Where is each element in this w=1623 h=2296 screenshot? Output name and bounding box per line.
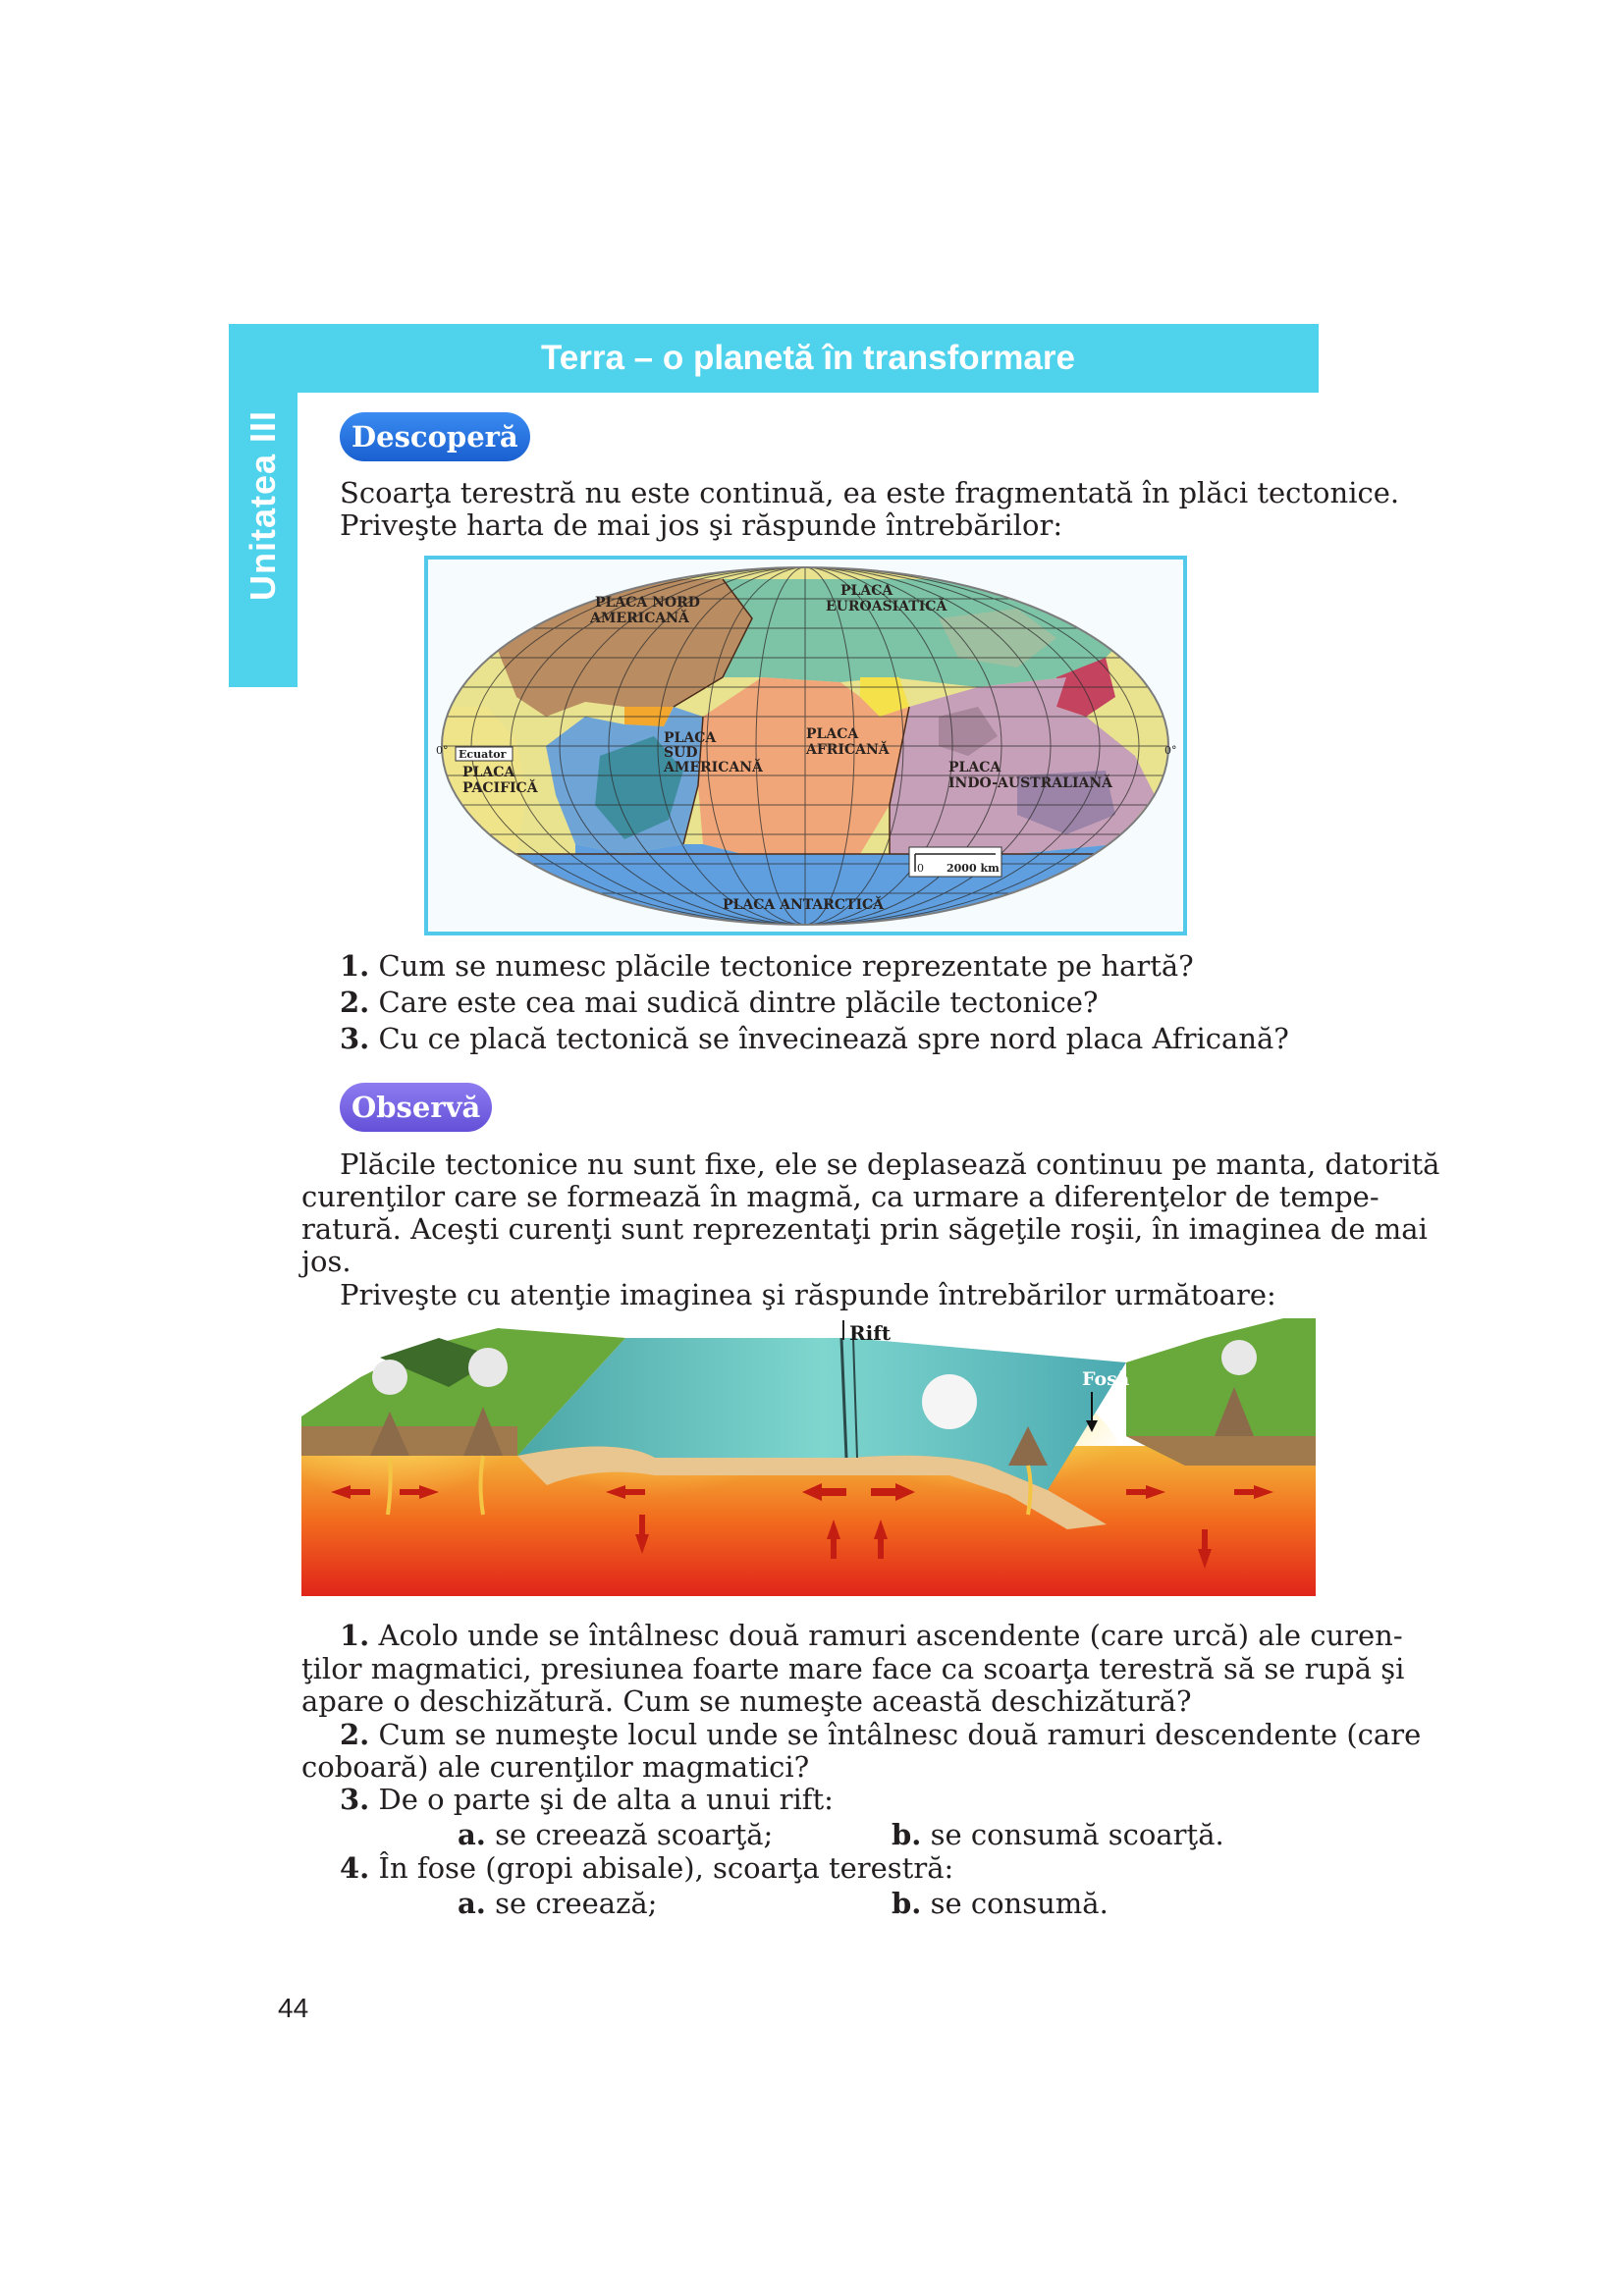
- plate-tectonics-diagram: [301, 1318, 1316, 1596]
- question-1-3: 3. Cu ce placă tectonică se învecinează spre nord placa Africană?: [340, 1022, 1289, 1055]
- intro-line-1: Scoarţa terestră nu este continuă, ea este fragmentată în plăci tectonice.: [340, 476, 1400, 509]
- question-2-1-line-3: apare o deschizătură. Cum se numeşte această deschizătură?: [301, 1684, 1192, 1718]
- label-south-american: PLACA: [664, 730, 717, 746]
- label-rift: Rift: [849, 1321, 892, 1345]
- question-1-2: 2. Care este cea mai sudică dintre plăcile tectonice?: [340, 986, 1099, 1019]
- paragraph-line-3: ratură. Aceşti curenţi sunt reprezentaţi prin săgeţile roşii, în imaginea de mai: [301, 1212, 1428, 1246]
- question-2-4-option-a: a. se creează;: [458, 1887, 658, 1920]
- label-african: PLACA: [806, 726, 859, 742]
- label-antarctic: PLACA ANTARCTICĂ: [723, 897, 885, 913]
- svg-text:AMERICANĂ: AMERICANĂ: [664, 760, 763, 775]
- diagram-svg: [301, 1318, 1316, 1596]
- paragraph-line-5: Priveşte cu atenţie imaginea şi răspunde întrebărilor următoare:: [340, 1278, 1276, 1311]
- svg-text:EUROASIATICĂ: EUROASIATICĂ: [826, 599, 947, 614]
- page-number: 44: [278, 1993, 309, 2023]
- unit-label: Unitatea III: [243, 409, 284, 602]
- svg-text:SUD: SUD: [664, 745, 698, 761]
- intro-line-2: Priveşte harta de mai jos şi răspunde întrebărilor:: [340, 508, 1063, 542]
- label-fosa: Fosă: [1082, 1368, 1130, 1390]
- question-2-1-line-2: ţilor magmatici, presiunea foarte mare face ca scoarţa terestră să se rupă şi: [301, 1652, 1405, 1685]
- svg-text:AMERICANĂ: AMERICANĂ: [590, 611, 689, 626]
- question-2-2-line-2: coboară) ale curenţilor magmatici?: [301, 1750, 810, 1784]
- label-north-american: PLACA NORD: [595, 595, 700, 611]
- question-2-2-line-1: 2. Cum se numeşte locul unde se întâlnesc două ramuri descendente (care: [340, 1718, 1422, 1751]
- scale-label: 2000 km: [947, 862, 1000, 875]
- map-svg: [428, 560, 1183, 932]
- question-1-1: 1. Cum se numesc plăcile tectonice reprezentate pe hartă?: [340, 949, 1194, 983]
- page-title: Terra – o planetă în transformare: [541, 339, 1075, 377]
- question-2-3-option-b: b. se consumă scoarţă.: [892, 1818, 1224, 1851]
- discover-badge: Descoperă: [340, 412, 530, 461]
- label-equator: Ecuator: [459, 748, 507, 761]
- svg-text:AFRICANĂ: AFRICANĂ: [806, 742, 890, 758]
- scale-zero: 0: [917, 862, 924, 875]
- label-indo-australian: PLACA: [948, 760, 1001, 775]
- question-2-3-option-a: a. se creează scoarţă;: [458, 1818, 774, 1851]
- label-pacific: PLACA: [462, 765, 515, 780]
- question-2-1-line-1: 1. Acolo unde se întâlnesc două ramuri ascendente (care urcă) ale curen-: [340, 1619, 1403, 1652]
- label-0-right: 0°: [1164, 744, 1177, 757]
- svg-text:PACIFICĂ: PACIFICĂ: [462, 780, 538, 796]
- tectonic-plates-map: [424, 556, 1187, 935]
- label-eurasian: PLACA: [840, 583, 893, 599]
- paragraph-line-1: Plăcile tectonice nu sunt fixe, ele se deplasează continuu pe manta, datorită: [340, 1148, 1440, 1181]
- question-2-4-option-b: b. se consumă.: [892, 1887, 1109, 1920]
- svg-text:INDO-AUSTRALIANĂ: INDO-AUSTRALIANĂ: [948, 775, 1113, 791]
- paragraph-line-2: curenţilor care se formează în magmă, ca urmare a diferenţelor de tempe-: [301, 1180, 1380, 1213]
- question-2-3: 3. De o parte şi de alta a unui rift:: [340, 1783, 834, 1816]
- paragraph-line-4: jos.: [301, 1245, 352, 1278]
- label-0-left: 0°: [436, 744, 449, 757]
- observe-badge: Observă: [340, 1083, 492, 1132]
- question-2-4: 4. În fose (gropi abisale), scoarţa terestră:: [340, 1851, 954, 1885]
